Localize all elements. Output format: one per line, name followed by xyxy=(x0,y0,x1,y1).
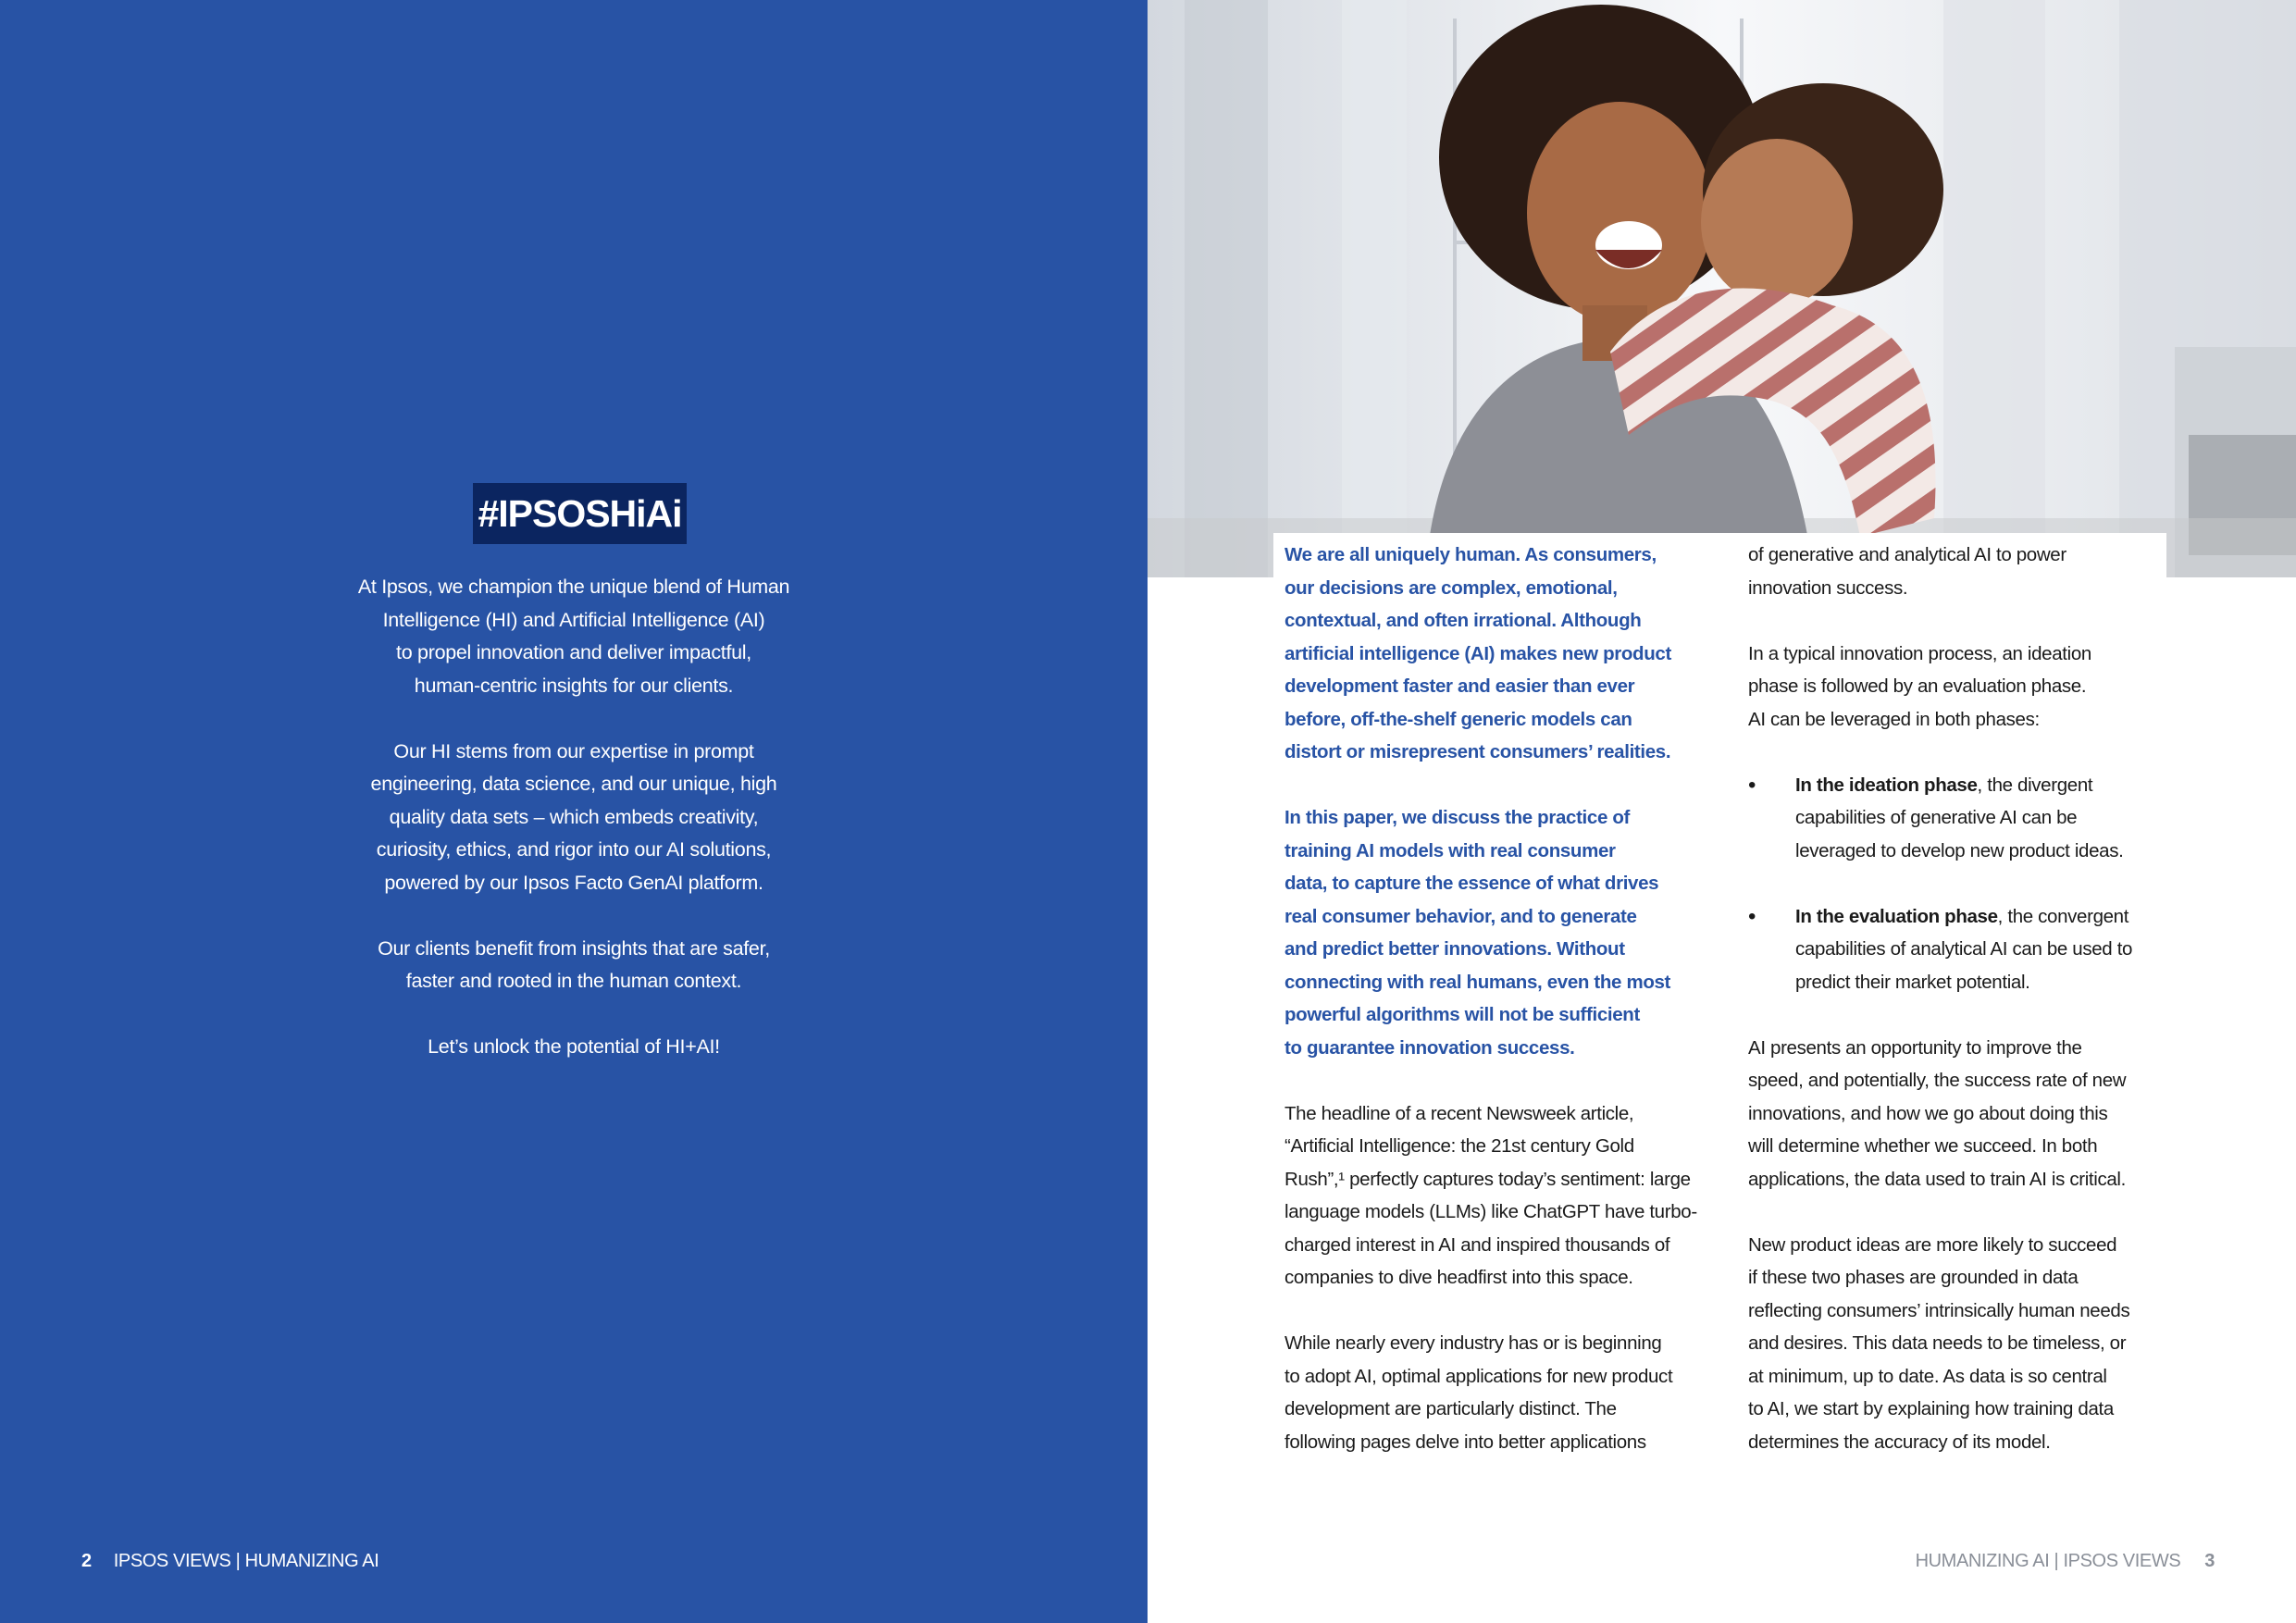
body-paragraph: New product ideas are more likely to succeed if these two phases are grounded in data reflecting consumers’ intrinsically human needs and desires. This data needs to be timeless, or at minimum, up to date. As data is so central to AI, we start by explaining how training data determines the accuracy of its model. xyxy=(1748,1233,2130,1453)
intro-paragraph: At Ipsos, we champion the unique blend of Human Intelligence (HI) and Artificial Intelligence (AI) to propel innovation and deliver impactful, human-centric insights for our clients. xyxy=(357,576,790,697)
lead-paragraph: We are all uniquely human. As consumers, our decisions are complex, emotional, contextual, and often irrational. Although artificial intelligence (AI) makes new product development faster and easier than ever before, off-the-shelf generic models can distort or misrepresent consumers’ realities. xyxy=(1285,544,1671,762)
page-number: 2 xyxy=(81,1551,92,1571)
page-number: 3 xyxy=(2204,1551,2215,1571)
article-column-right xyxy=(1748,539,2165,1492)
body-paragraph: The headline of a recent Newsweek article, “Artificial Intelligence: the 21st century Gold Rush”,¹ perfectly captures today’s sentiment: large language models (LLMs) like ChatGPT have turbo- charged interest in AI and inspired thousands of companies to dive headfirst into this space. xyxy=(1285,1102,1697,1288)
bullet-heading: In the ideation phase xyxy=(1795,774,1978,796)
running-title: HUMANIZING AI | IPSOS VIEWS xyxy=(1915,1551,2181,1571)
mother-daughter-hug-illustration xyxy=(1148,0,2296,577)
intro-text xyxy=(296,571,851,1096)
body-paragraph: In a typical innovation process, an ideation phase is followed by an evaluation phase. AI can be leveraged in both phases: xyxy=(1748,642,2091,730)
body-paragraph: of generative and analytical AI to power innovation success. xyxy=(1748,544,2066,599)
bullet-text: , the convergent capabilities of analytical AI can be used to predict their market potential. xyxy=(1795,905,2133,993)
phases-bullet-list xyxy=(1748,769,2165,999)
bullet-item xyxy=(1748,900,2165,999)
footer-left xyxy=(81,1547,379,1575)
intro-paragraph: Our clients benefit from insights that are safer, faster and rooted in the human context. xyxy=(378,936,770,992)
article-column-left xyxy=(1285,539,1710,1492)
running-title: IPSOS VIEWS | HUMANIZING AI xyxy=(113,1551,379,1571)
body-paragraph: While nearly every industry has or is beginning to adopt AI, optimal applications for new product development are particularly distinct. The following pages delve into better applications xyxy=(1285,1332,1673,1453)
bullet-heading: In the evaluation phase xyxy=(1795,905,1998,927)
lead-paragraph: In this paper, we discuss the practice of training AI models with real consumer data, to capture the essence of what drives real consumer behavior, and to generate and predict better innovations. Without connecting with real humans, even the most powerful algorithms will not be sufficient to guarantee innovation success. xyxy=(1285,807,1671,1059)
hero-photo xyxy=(1148,0,2296,577)
intro-paragraph: Our HI stems from our expertise in prompt engineering, data science, and our unique, high quality data sets – which embeds creativity, curiosity, ethics, and rigor into our AI solutions, powered by our Ipsos Facto GenAI platform. xyxy=(370,739,777,894)
footer-right xyxy=(1916,1547,2215,1575)
body-paragraph: AI presents an opportunity to improve the speed, and potentially, the success rate of new innovations, and how we go about doing this will determine whether we succeed. In both applications, the data used to train AI is critical. xyxy=(1748,1036,2127,1190)
bullet-icon: • xyxy=(1748,772,1756,798)
bullet-item xyxy=(1748,769,2165,868)
hashtag-label: #IPSOSHiAi xyxy=(473,483,687,544)
bullet-icon: • xyxy=(1748,903,1756,929)
intro-paragraph: Let’s unlock the potential of HI+AI! xyxy=(428,1035,720,1058)
bullet-text: , the divergent capabilities of generative AI can be leveraged to develop new product ideas. xyxy=(1795,774,2124,861)
